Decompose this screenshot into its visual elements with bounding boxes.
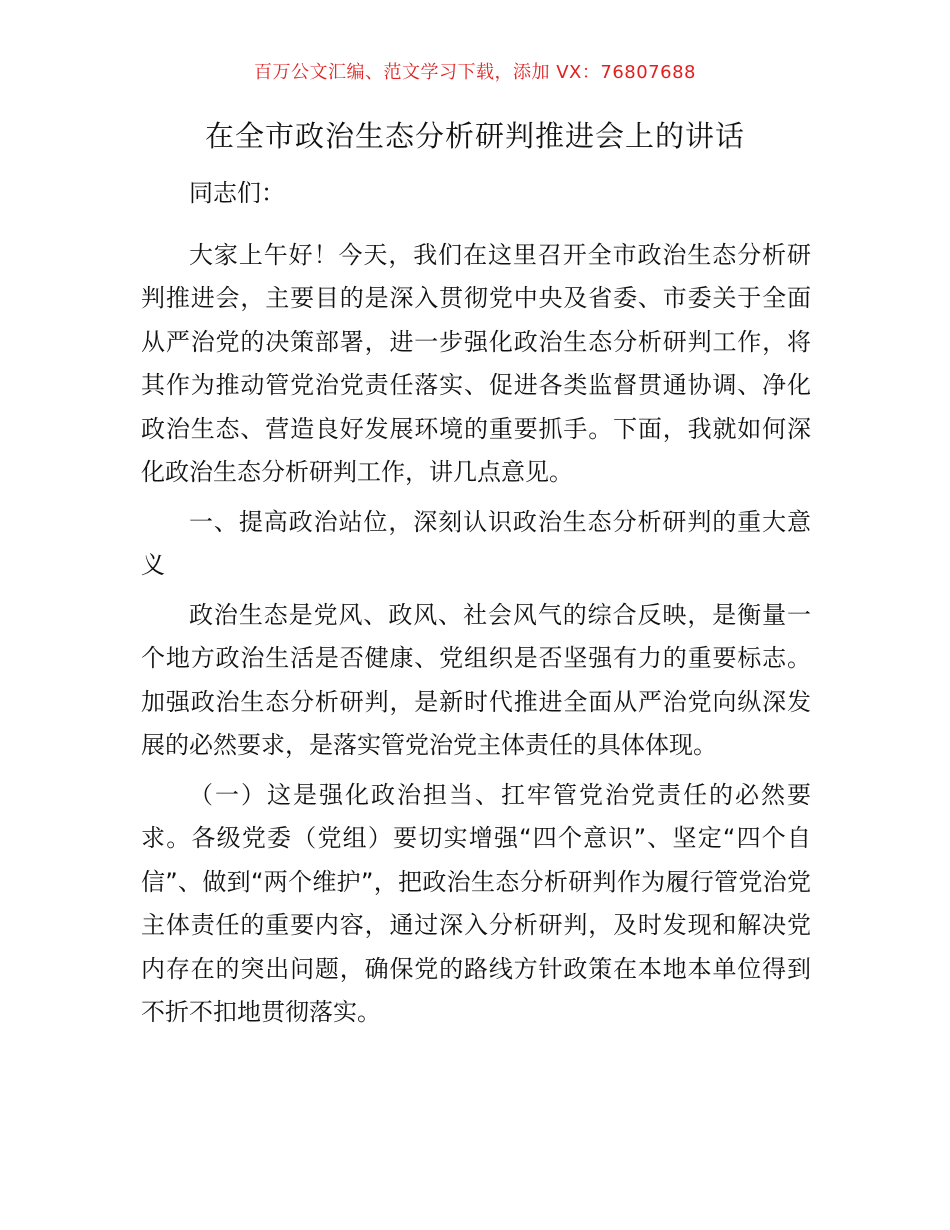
salutation: 同志们： (189, 179, 285, 207)
paragraph-section-1: 政治生态是党风、政风、社会风气的综合反映，是衡量一个地方政治生活是否健康、党组织是否坚强有力的重要标志。加强政治生态分析研判，是新时代推进全面从严治党向纵深发展的必然要求，是落实管党治党主体责任的具体体现。 (141, 600, 811, 759)
download-notice: 百万公文汇编、范文学习下载，添加 VX：76807688 (254, 62, 696, 83)
paragraph-opening: 大家上午好！今天，我们在这里召开全市政治生态分析研判推进会，主要目的是深入贯彻党中央及省委、市委关于全面从严治党的决策部署，进一步强化政治生态分析研判工作，将其作为推动管党治党责任落实、促进各类监督贯通协调、净化政治生态、营造良好发展环境的重要抓手。下面，我就如何深化政治生态分析研判工作，讲几点意见。 (141, 240, 811, 486)
paragraph-subsection-1: （一）这是强化政治担当、扛牢管党治党责任的必然要求。各级党委（党组）要切实增强“四个意识”、坚定“四个自信”、做到“两个维护”，把政治生态分析研判作为履行管党治党主体责任的重要内容，通过深入分析研判，及时发现和解决党内存在的突出问题，确保党的路线方针政策在本地本单位得到不折不扣地贯彻落实。 (141, 780, 811, 1026)
page-title: 在全市政治生态分析研判推进会上的讲话 (204, 119, 745, 153)
document-body (141, 172, 811, 1041)
section-heading-1: 一、提高政治站位，深刻认识政治生态分析研判的重大意义 (141, 507, 811, 579)
